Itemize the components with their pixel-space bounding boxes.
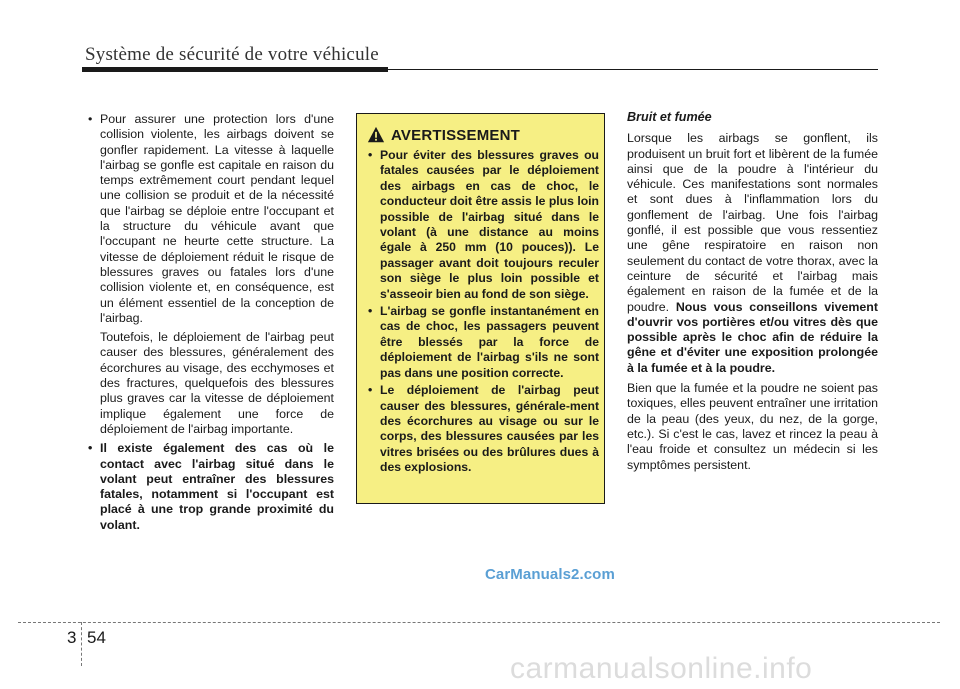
warning-header bbox=[367, 125, 520, 145]
paragraph-emphasis: Nous vous conseillons vivement d'ouvrir vos portières et/ou vitres dès que possible après le choc afin de réduire la gêne et d'éviter une exposition prolongée à la fumée et à la poudre. bbox=[627, 299, 878, 375]
footer-vertical-divider bbox=[81, 622, 82, 666]
warning-item: • Le déploiement de l'airbag peut causer des blessures, générale-ment des écorchures au visage ou sur le corps, des blessures causées par les vitres brisées ou des brûlures dues à des explosions. bbox=[366, 383, 599, 475]
chapter-number: 3 bbox=[67, 628, 77, 647]
header-rule bbox=[388, 69, 878, 70]
paragraph bbox=[627, 131, 878, 376]
watermark-link[interactable]: CarManuals2.com bbox=[485, 566, 615, 583]
warning-box bbox=[356, 113, 605, 504]
list-item: • Il existe également des cas où le contact avec l'airbag situé dans le volant peut entraîner des blessures fatales, notamment si l'occupant est placé à une trop grande proximité du volant. bbox=[86, 441, 334, 533]
paragraph: Toutefois, le déploiement de l'airbag peut causer des blessures, généralement des écorchures au visage, des ecchymoses et des fractures, quelquefois des blessures plus graves car la vitesse de déploiement implique également une force de déploiement de l'airbag importante. bbox=[100, 330, 334, 436]
warning-item: • Pour éviter des blessures graves ou fatales causées par le déploiement des airbags en cas de choc, le conducteur doit être assis le plus loin possible de l'airbag situé dans le volant (à une distance au moins égale à 250 mm (10 pouces)). Le passager avant doit toujours reculer son siège le plus loin possible et s'asseoir bien au fond de son siège. bbox=[366, 148, 599, 302]
paragraph: Bien que la fumée et la poudre ne soient pas toxiques, elles peuvent entraîner une irritation de la peau (des yeux, du nez, de la gorge, etc.). Si c'est le cas, lavez et rincez la peau à l'eau froide et consultez un médecin si les symptômes persistent. bbox=[627, 381, 878, 472]
section-subtitle: Bruit et fumée bbox=[627, 110, 712, 124]
warning-list bbox=[366, 148, 599, 478]
footer-divider bbox=[18, 622, 940, 623]
page-header-title: Système de sécurité de votre véhicule bbox=[85, 44, 379, 65]
left-column bbox=[86, 112, 334, 533]
list-item: • Pour assurer une protection lors d'une collision violente, les airbags doivent se gonfler rapidement. La vitesse à laquelle l'airbag se gonfle est capitale en raison du temps extrêmement court pendant lequel une collision se produit et de la nécessité que l'airbag se déploie entre l'occupant et la structure du véhicule avant que l'occupant ne heurte cette structure. La vitesse de déploiement réduit le risque de blessures graves ou fatales lors d'une collision violente et, en conséquence, est un élément essentiel de la conception de l'airbag. bbox=[86, 112, 334, 326]
right-column bbox=[627, 110, 878, 473]
page-number: 54 bbox=[87, 628, 106, 647]
paragraph-text: Lorsque les airbags se gonflent, ils produisent un bruit fort et libèrent de la fumée ainsi que de la poudre à l'intérieur du véhicule. Ces manifestations sont normales et sont dues à l'inflammation lors du gonflement de l'airbag. Une fois l'airbag gonflé, il est possible que vous ressentiez une gêne respiratoire en raison non seulement du contact de votre thorax, avec la ceinture de sécurité et l'airbag mais également en raison de la fumée et de la poudre. bbox=[627, 131, 878, 314]
warning-triangle-icon bbox=[367, 126, 385, 144]
site-watermark: carmanualsonline.info bbox=[510, 652, 813, 685]
header-bar bbox=[82, 67, 388, 72]
warning-title: AVERTISSEMENT bbox=[391, 126, 521, 144]
warning-item: • L'airbag se gonfle instantanément en cas de choc, les passagers peuvent être blessés par la force de déploiement de l'airbag s'ils ne sont pas dans une position correcte. bbox=[366, 304, 599, 381]
